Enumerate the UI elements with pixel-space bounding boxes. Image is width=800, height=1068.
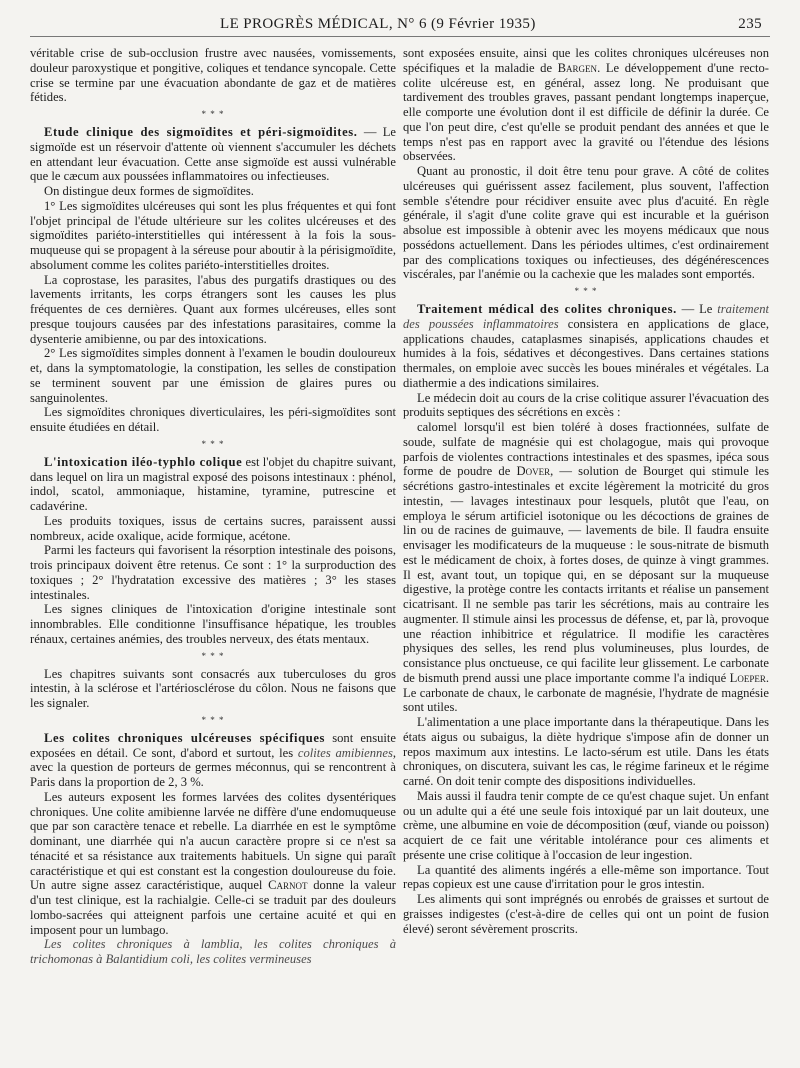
paragraph-text: . Le développement d'une recto-colite ulcéreuse est, en général, assez long. Ne produisant que tardivement des troubles graves, passant pendant longtemps inaperçue, elle comporte une évolution dont il est difficile de définir la durée. Ce que l'on peut dire, c'est qu'elle se produit pendant des années et que le temps n'est pas en rapport avec la gravité ou l'étendue des lésions observées. <box>403 60 769 164</box>
page-number: 235 <box>738 16 762 32</box>
italic-term: traitement des poussées inflammatoires <box>403 302 769 331</box>
paragraph: Les aliments qui sont imprégnés ou enrobés de graisses et surtout de graisses indigestes (c'est-à-dire de celles qui ont un point de fusion élevé) seront sévèrement proscrits. <box>403 892 769 936</box>
paragraph: Parmi les facteurs qui favorisent la résorption intestinale des poisons, trois principaux doivent être retenus. Ce sont : 1° la surproduction des toxiques ; 2° l'hydratation excessive des matières ; 3° les stases intestinales. <box>30 543 396 602</box>
author-name: Dover <box>516 464 551 479</box>
section-heading: Les colites chroniques ulcéreuses spécifiques <box>44 730 326 745</box>
paragraph-text: , avec la question de porteurs de germes méconnus, qui se rencontrent à Paris dans la proportion de 2, 3 %. <box>30 745 396 789</box>
paragraph-sigmoidites <box>30 125 396 184</box>
paragraph: Les signes cliniques de l'intoxication d'origine intestinale sont innombrables. Elle conditionne l'insuffisance hépatique, les troubles rénaux, certaines anémies, des troubles nerveux, des états mentaux. <box>30 602 396 646</box>
paragraph-bargen <box>403 46 769 164</box>
paragraph-text: sont exposées ensuite, ainsi que les colites chroniques ulcéreuses non spécifiques et la maladie de <box>403 46 769 75</box>
paragraph: 2° Les sigmoïdites simples donnent à l'examen le boudin douloureux et, dans la symptomatologie, la constipation, les selles de constipation se terminent souvent par une émission de glaires pures ou sanguinolentes. <box>30 346 396 405</box>
section-ornament: * * * <box>201 109 225 119</box>
author-name: Bargen <box>557 60 598 75</box>
paragraph-colites <box>30 731 396 790</box>
section-ornament: * * * <box>201 438 225 449</box>
author-name: Loeper <box>729 670 766 685</box>
paragraph-traitement <box>403 302 769 391</box>
left-column <box>30 46 396 1058</box>
paragraph: Les produits toxiques, issus de certains sucres, paraissent aussi nombreux, acide oxalique, acide formique, acétone. <box>30 513 396 543</box>
running-title: LE PROGRÈS MÉDICAL, N° 6 (9 Février 1935) <box>220 16 536 32</box>
author-name: Carnot <box>268 878 308 893</box>
paragraph: La quantité des aliments ingérés a elle-même son importance. Tout repas copieux est une cause d'irritation pour le gros intestin. <box>403 862 769 892</box>
paragraph-intoxication <box>30 455 396 514</box>
paragraph-text: — Le sigmoïde est un réservoir d'attente où viennent s'accumuler les déchets en attendant leur évacuation. Cette anse sigmoïde est aussi vulnérable que le cæcum aux poussées inflammatoires ou infectieuses. <box>30 125 396 184</box>
paragraph-text: donne la valeur d'un test clinique, est la rachialgie. Celle-ci se traduit par des douleurs lombo-sacrées qui atteignent parfois une certaine acuité et qui en imposent pour un lumbago. <box>30 878 396 937</box>
section-heading: Traitement médical des colites chroniques. <box>417 302 677 316</box>
paragraph: Quant au pronostic, il doit être tenu pour grave. A côté de colites ulcéreuses qui guérissent assez facilement, plus souvent, l'affection semble s'étendre pour récidiver ensuite avec plus d'acuité. En règle générale, il s'agit d'une colite grave qui est incurable et la guérison absolue est impossible à obtenir avec les moyens médicaux que nous possédons actuellement. Dans les périodes ultimes, c'est ordinairement par des complications toxiques ou infectieuses, des dégénérescences viscérales, par l'anémie ou la cachexie que les malades sont emportés. <box>403 164 769 282</box>
section-ornament: * * * <box>574 286 598 296</box>
section-ornament: * * * <box>201 714 225 725</box>
paragraph-text: — Le <box>676 302 718 316</box>
paragraph-forms <box>30 790 396 938</box>
paragraph-text: Les auteurs exposent les formes larvées des colites dysentériques chroniques. Une colite amibienne larvée ne diffère d'une endomuqueuse que par son caractère tenace et rebelle. La diarrhée en est le symptôme dominant, une diarrhée qui n'a aucun caractère propre si ce n'est sa ténacité et sa résistance aux traitements habituels. Un signe qui paraît caractéristique et qui est constant est la congestion douloureuse du foie. Un autre signe assez caractéristique, auquel <box>30 789 396 893</box>
paragraph-text: , — solution de Bourget qui stimule les sécrétions gastro-intestinales et excite légèrement la motricité du gros intestin, — lavages intestinaux pour lesquels, plutôt que l'eau, on employa le sérum artificiel isotonique ou les décoctions de graines de lin ou de racines de guimauve, — lavements de bile. Il faudra ensuite envisager les modificateurs de la muqueuse : le sous-nitrate de bismuth est le médicament de choix, à fortes doses, de quinze à vingt grammes. Il est, avant tout, un topique qui, en se déposant sur la muqueuse digestive, la protège contre les contacts irritants et réalise un pansement cicatrisant. Il ne semble pas tarir les sécrétions, mais au contraire les augmenter. Il stimule ainsi les processus de défense, et, par là, provoque une réaction inhibitrice et régulatrice. Il modifie les caractères physiques des selles, les rend plus volumineuses, plus lourdes, de consistance plus onctueuse, ce qui facilite leur glissement. Le carbonate de bismuth prend aussi une place importante comme l'a indiqué <box>403 464 769 685</box>
paragraph: Le médecin doit au cours de la crise colitique assurer l'évacuation des produits septiques des sécrétions en excès : <box>403 390 769 420</box>
paragraph: L'alimentation a une place importante dans la thérapeutique. Dans les états aigus ou subaigus, la diète hydrique s'impose afin de donner un repos maximum aux intestins. Le lacto-sérum est utile. Dans les états chroniques, on discutera, suivant les cas, le régime farineux et le régime carné. On doit tenir compte des dispositions individuelles. <box>403 715 769 788</box>
running-header <box>30 16 770 37</box>
paragraph-text: est l'objet du chapitre suivant, dans lequel on lira un magistral exposé des poisons intestinaux : phénol, indol, scatol, ammoniaque, histamine, tyramine, putrescine et cadavérine. <box>30 454 396 513</box>
right-column <box>403 46 769 1058</box>
paragraph: 1° Les sigmoïdites ulcéreuses qui sont les plus fréquentes et qui font l'objet principal de l'étude ultérieure sur les colites ulcéreuses et des sigmoïdites pariéto-interstitielles qui intéressent à la fois la sous-muqueuse qui se propagent à la séreuse pour aboutir à la périsigmoïdite, absolument comme les colites pariéto-interstitielles droites. <box>30 198 396 272</box>
paragraph: La coprostase, les parasites, l'abus des purgatifs drastiques ou des lavements irritants, les corps étrangers sont les causes les plus fréquentes de ces dernières. Quant aux formes ulcéreuses, elles sont presque toujours causées par des infestations parasitaires, comme la dysenterie amibienne, ou par des intoxications. <box>30 272 396 346</box>
section-heading: L'intoxication iléo-typhlo colique <box>44 454 243 469</box>
paragraph-medications <box>403 420 769 715</box>
paragraph: véritable crise de sub-occlusion frustre avec nausées, vomissements, douleur paroxystique et pongitive, coliques et tendance syncopale. Cette crise se termine par une évacuation abondante de gaz et de matières fétides. <box>30 46 396 105</box>
paragraph: Mais aussi il faudra tenir compte de ce qu'est chaque sujet. Un enfant ou un adulte qui a été une seule fois intoxiqué par un lait douteux, une crème, une albumine en voie de décomposition (œuf, viande ou poisson) acquiert de ce fait une véritable intolérance pour ces aliments et présente une crise colitique à l'occasion de leur ingestion. <box>403 788 769 862</box>
paragraph: On distingue deux formes de sigmoïdites. <box>44 184 254 198</box>
italic-term: colites amibiennes <box>297 745 393 760</box>
paragraph-text: sont ensuite exposées en détail. Ce sont, d'abord et surtout, les <box>30 730 396 760</box>
paragraph: Les sigmoïdites chroniques diverticulaires, les péri-sigmoïdites sont ensuite étudiées en détail. <box>30 405 396 434</box>
section-ornament: * * * <box>201 650 225 661</box>
paragraph-text: calomel lorsqu'il est bien toléré à doses fractionnées, sulfate de soude, sulfate de magnésie qui est cholagogue, mais qui provoque parfois de violentes contractions intestinales et des spasmes, ipéca sous forme de poudre de <box>403 420 769 479</box>
paragraph: Les chapitres suivants sont consacrés aux tuberculoses du gros intestin, à la sclérose et l'artériosclérose du côlon. Nous ne faisons que les signaler. <box>30 666 396 710</box>
paragraph-text: . Le carbonate de chaux, le carbonate de magnésie, l'hydrate de magnésie sont utiles. <box>403 670 769 715</box>
paragraph-italic: Les colites chroniques à lamblia, les colites chroniques à trichomonas à Balantidium coli, les colites vermineuses <box>30 937 396 966</box>
section-heading: Etude clinique des sigmoïdites et péri-sigmoïdites. <box>44 125 358 139</box>
paragraph-text: consistera en applications de glace, applications chaudes, cataplasmes sinapisés, applications chaudes et humides à la fois, sédatives et décongestives. Dans certaines stations thermales, on emploie avec succès les boues minérales et végétales. La diathermie a des indications similaires. <box>403 316 769 390</box>
